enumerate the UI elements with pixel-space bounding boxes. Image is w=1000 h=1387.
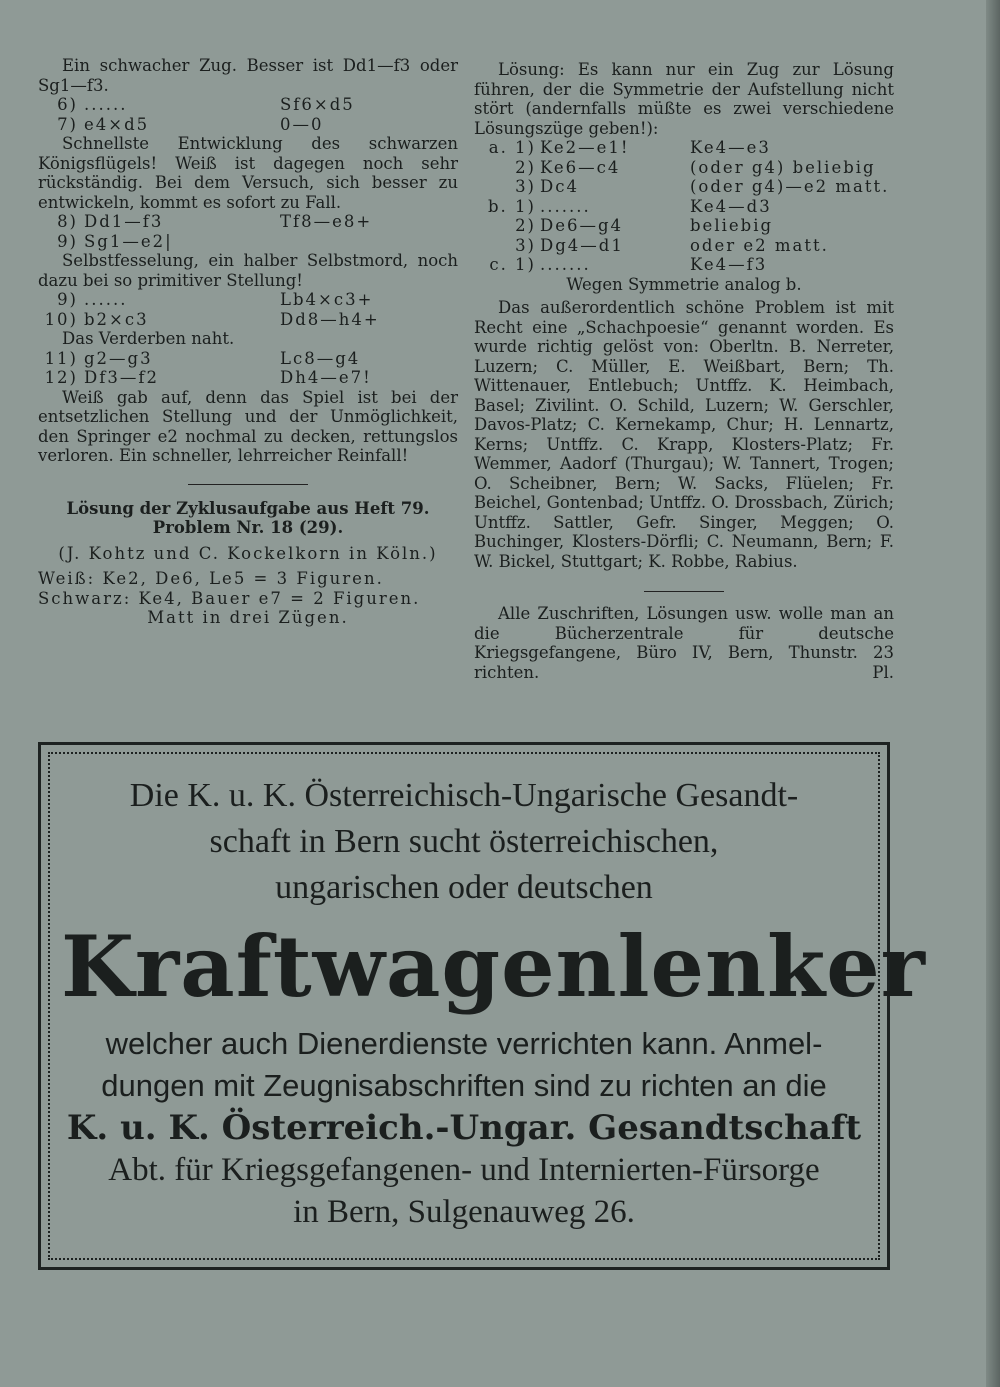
white-move: Ke2—e1! — [540, 138, 630, 157]
move-list — [38, 212, 458, 251]
author-initials: Pl. — [872, 662, 894, 682]
black-move: Sf6×d5 — [280, 95, 355, 114]
mate-condition: Matt in drei Zügen. — [147, 608, 349, 627]
solution-row — [474, 197, 894, 217]
move-number: 10) — [44, 309, 78, 329]
ad-line: Abt. für Kriegsgefangenen- und Internierten-Fürsorge — [108, 1152, 820, 1188]
section-heading: Lösung der Zyklusaufgabe aus Heft 79. — [66, 498, 430, 518]
solution-row — [474, 177, 894, 197]
solution-row — [474, 216, 894, 236]
white-move: Ke6—c4 — [540, 157, 621, 177]
commentary-paragraph: Weiß gab auf, denn das Spiel ist bei der entsetzlichen Stellung und der Unmöglichkeit, den Springer e2 nochmal zu decken, rettungslos verloren. Ein schneller, lehrreicher Reinfall! — [38, 387, 458, 465]
white-move: Dc4 — [540, 177, 579, 196]
right-column — [474, 60, 894, 682]
black-move: (oder g4) beliebig — [690, 157, 876, 177]
ad-line: Die K. u. K. Österreichisch-Ungarische Gesandt- — [129, 777, 799, 814]
white-move: b2×c3 — [84, 309, 149, 329]
address-note — [474, 604, 894, 682]
solution-row — [474, 236, 894, 256]
white-move: g2—g3 — [84, 348, 153, 368]
move-number: c. 1) — [489, 255, 536, 274]
black-move: Tf8—e8+ — [280, 212, 373, 231]
black-move: Lb4×c3+ — [280, 290, 374, 309]
address-text: Alle Zuschriften, Lösungen usw. wolle man an die Bücherzentrale für deutsche Kriegsgefangene, Büro IV, Bern, Thunstr. 23 richten. — [474, 604, 894, 682]
white-move: ....... — [540, 196, 591, 216]
solution-row — [474, 158, 894, 178]
symmetry-note: Wegen Symmetrie analog b. — [566, 274, 802, 294]
move-number: 3) — [515, 235, 536, 255]
commentary-paragraph: Selbstfesselung, ein halber Selbstmord, noch dazu bei so primitiver Stellung! — [38, 251, 458, 290]
black-move: Ke4—f3 — [690, 255, 768, 274]
black-move: oder e2 matt. — [690, 235, 829, 255]
white-move: e4×d5 — [84, 114, 150, 134]
move-list — [38, 349, 458, 388]
move-number: 11) — [44, 348, 78, 368]
move-row — [38, 368, 458, 388]
move-number: 8) — [57, 212, 78, 231]
ad-line: K. u. K. Österreich.-Ungar. Gesandtschaft — [66, 1108, 862, 1148]
move-row — [38, 232, 458, 252]
move-row — [38, 212, 458, 232]
black-move: Ke4—e3 — [690, 138, 771, 157]
white-move: Dg4—d1 — [540, 235, 624, 255]
advertisement-box — [38, 742, 926, 1270]
black-move: 0—0 — [280, 114, 324, 134]
move-number: 6) — [57, 95, 78, 114]
move-number: 12) — [44, 368, 78, 387]
white-pieces: Weiß: Ke2, De6, Le5 = 3 Figuren. — [38, 569, 384, 588]
black-move: Dh4—e7! — [280, 368, 372, 387]
black-move: (oder g4)—e2 matt. — [690, 177, 890, 196]
move-number: a. 1) — [488, 138, 536, 157]
solution-intro: Lösung: Es kann nur ein Zug zur Lösung führen, der die Symmetrie der Aufstellung nicht stört (andernfalls müßte es zwei verschiedene Lösungszüge geben!): — [474, 60, 894, 138]
white-move: Sg1—e2| — [84, 231, 173, 251]
solvers-paragraph: Das außerordentlich schöne Problem ist mit Recht eine „Schachpoesie“ genannt worden. Es wurde richtig gelöst von: Oberltn. B. Nerreter, Luzern; C. Müller, E. Weißbart, Bern; Th. Wittenauer, Entlebuch; Untffz. K. Heimbach, Basel; Zivilint. O. Schild, Luzern; W. Gerschler, Davos-Platz; C. Kernekamp, Chur; H. Lennartz, Kerns; Untffz. C. Krapp, Klosters-Platz; Fr. Wemmer, Aadorf (Thurgau); W. Tannert, Trogen; O. Scheibner, Bern; W. Sacks, Flüelen; Fr. Beichel, Gontenbad; Untffz. O. Drossbach, Zürich; Untffz. Sattler, Gefr. Singer, Meggen; O. Buchinger, Klosters-Dörfli; C. Neumann, Bern; F. W. Bickel, Stuttgart; K. Robbe, Rabius. — [474, 298, 894, 571]
commentary-paragraph: Ein schwacher Zug. Besser ist Dd1—f3 oder Sg1—f3. — [38, 56, 458, 95]
black-move — [280, 232, 458, 252]
white-move: ...... — [84, 95, 128, 114]
solution-list — [474, 138, 894, 275]
problem-authors: (J. Kohtz und C. Kockelkorn in Köln.) — [58, 543, 438, 563]
divider — [644, 591, 724, 592]
move-list — [38, 290, 458, 329]
ad-line: dungen mit Zeugnisabschriften sind zu richten an die — [101, 1068, 827, 1103]
black-move: Dd8—h4+ — [280, 309, 380, 329]
problem-title: Problem Nr. 18 (29). — [152, 518, 344, 537]
solution-row — [474, 138, 894, 158]
ad-line: schaft in Bern sucht österreichischen, — [209, 823, 719, 860]
ad-line: in Bern, Sulgenauweg 26. — [293, 1194, 635, 1230]
black-pieces: Schwarz: Ke4, Bauer e7 = 2 Figuren. — [38, 588, 421, 608]
white-move: Dd1—f3 — [84, 212, 164, 231]
move-number: 2) — [515, 157, 536, 177]
move-number: 9) — [57, 231, 78, 251]
black-move: Lc8—g4 — [280, 348, 361, 368]
commentary-paragraph: Schnellste Entwicklung des schwarzen Königsflügels! Weiß ist dagegen noch sehr rückständig. Bei dem Versuch, sich besser zu entwickeln, kommt es sofort zu Fall. — [38, 134, 458, 212]
move-row — [38, 290, 458, 310]
ad-line: welcher auch Dienerdienste verrichten kann. Anmel- — [105, 1026, 823, 1061]
move-row — [38, 310, 458, 330]
move-row — [38, 115, 458, 135]
move-row — [38, 349, 458, 369]
white-move: ....... — [540, 255, 591, 274]
move-row — [38, 95, 458, 115]
page-edge — [986, 0, 1000, 1387]
move-number: 3) — [515, 177, 536, 196]
move-number: b. 1) — [488, 196, 536, 216]
move-number: 7) — [57, 114, 78, 134]
black-move: beliebig — [690, 216, 774, 235]
ad-headline: Kraftwagenlenker — [61, 917, 926, 1016]
move-number: 2) — [515, 216, 536, 235]
move-number: 9) — [57, 290, 78, 309]
black-move: Ke4—d3 — [690, 196, 772, 216]
white-move: ...... — [84, 290, 128, 309]
commentary-paragraph: Das Verderben naht. — [62, 329, 235, 348]
white-move: De6—g4 — [540, 216, 624, 235]
ad-line: ungarischen oder deutschen — [275, 869, 653, 906]
left-column — [38, 56, 458, 628]
divider — [188, 484, 308, 485]
move-list — [38, 95, 458, 134]
white-move: Df3—f2 — [84, 368, 159, 387]
solution-row — [474, 255, 894, 275]
